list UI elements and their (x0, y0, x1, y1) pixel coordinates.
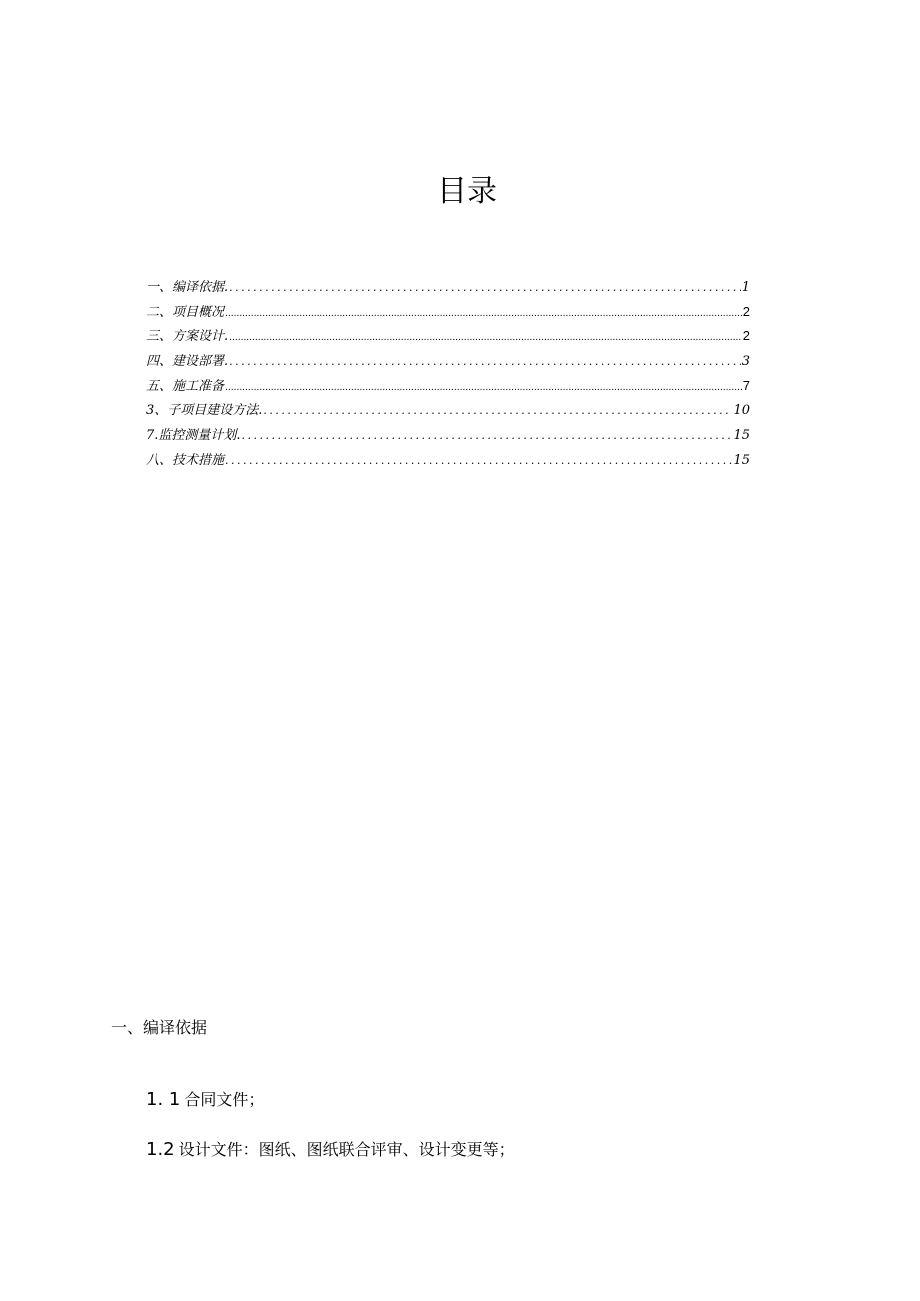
toc-entry-page: 10 (733, 403, 750, 419)
toc-dot-leader (229, 333, 742, 343)
toc-entry[interactable] (146, 399, 750, 424)
toc-entry-label: 三、方案设计. (146, 329, 229, 345)
toc-entry-page: 1 (741, 280, 750, 295)
clause-paragraph (146, 1088, 264, 1112)
toc-dot-leader (229, 355, 741, 368)
toc-entry[interactable] (146, 375, 750, 400)
table-of-contents (146, 276, 750, 474)
clause-paragraph (146, 1138, 515, 1162)
toc-entry[interactable] (146, 325, 750, 350)
toc-entry-label: 五、施工准备 (146, 378, 225, 394)
toc-entry-page: 2 (742, 303, 750, 319)
clause-text: 合同文件； (184, 1090, 265, 1109)
toc-entry[interactable] (146, 449, 750, 474)
clause-number: 1.2 (146, 1139, 175, 1160)
toc-entry-label: 一、编译依据. (146, 280, 229, 295)
clause-number: 1. 1 (146, 1089, 181, 1110)
section-heading: 一、编译依据 (111, 1018, 208, 1037)
toc-entry-label: 7.监控测量计划. (146, 428, 241, 444)
clause-text: 设计文件：图纸、图纸联合评审、设计变更等； (178, 1140, 515, 1159)
toc-dot-leader (225, 383, 742, 393)
toc-entry-label: 四、建设部署. (146, 354, 229, 370)
toc-entry-page: 2 (742, 328, 750, 344)
toc-entry-page: 3 (741, 354, 750, 370)
toc-title: 目录 (437, 174, 497, 209)
toc-entry[interactable] (146, 301, 750, 326)
toc-entry-page: 15 (733, 428, 750, 444)
toc-dot-leader (225, 454, 732, 467)
toc-entry-label: 二、项目概况 (146, 304, 225, 320)
toc-dot-leader (229, 281, 741, 294)
toc-entry-page: 15 (733, 452, 750, 468)
toc-entry[interactable] (146, 276, 750, 301)
toc-entry[interactable] (146, 424, 750, 449)
toc-dot-leader (225, 309, 742, 319)
toc-entry-page: 7 (742, 377, 750, 393)
toc-entry-label: 八、技术措施 (146, 452, 225, 468)
toc-entry-label: 3、子项目建设方法. (146, 403, 263, 419)
toc-dot-leader (242, 429, 733, 442)
toc-dot-leader (263, 404, 732, 417)
toc-entry[interactable] (146, 350, 750, 375)
